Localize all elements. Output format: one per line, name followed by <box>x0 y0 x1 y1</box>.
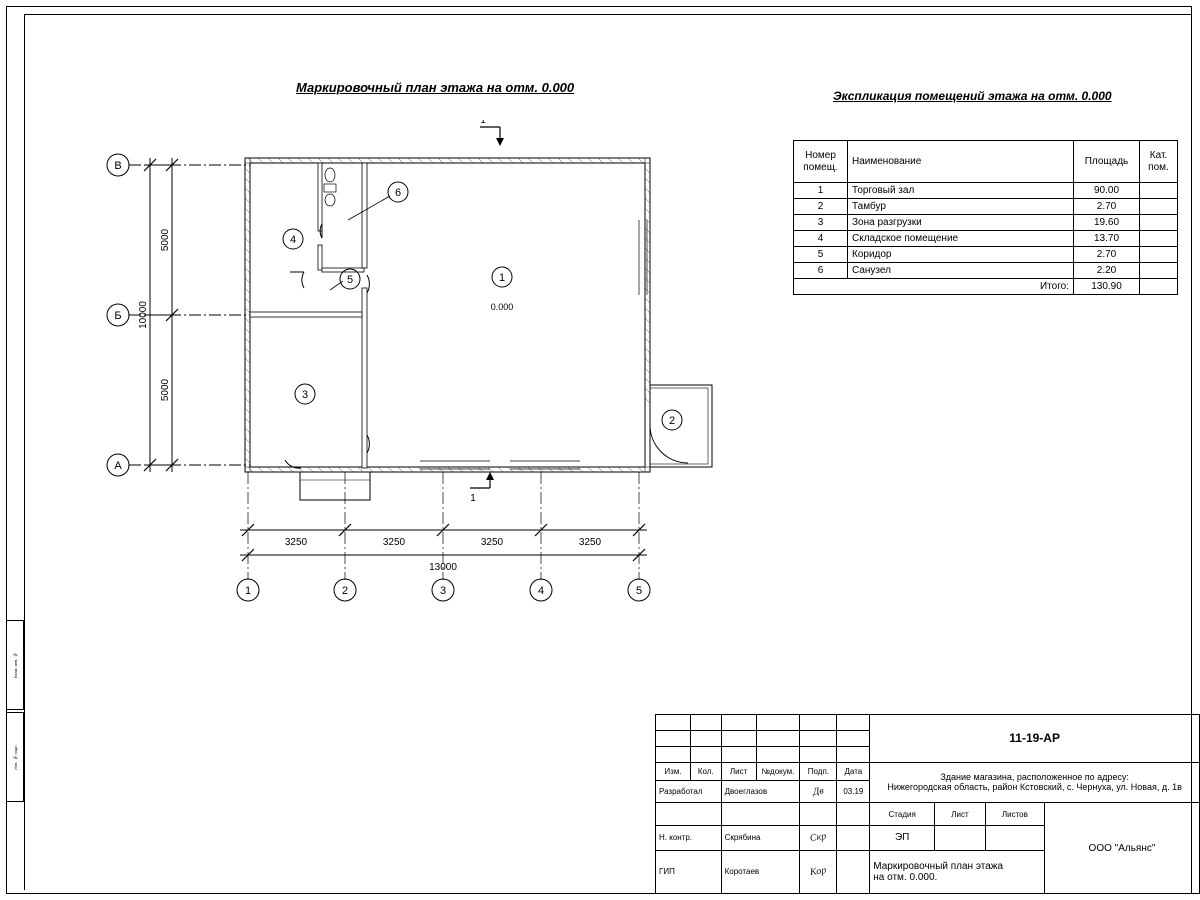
dim-total-horizontal: 13000 <box>429 562 457 573</box>
stamp-blank <box>756 746 800 762</box>
cell-name: Тамбур <box>848 199 1074 215</box>
stamp-blank <box>837 715 870 731</box>
sheets-value <box>985 826 1044 851</box>
role-date-ncontrol <box>837 826 870 851</box>
axis-label-4: 4 <box>537 585 545 597</box>
dim-bay-1: 3250 <box>284 537 308 548</box>
cell-number: 6 <box>794 263 848 279</box>
cell-number: 1 <box>794 183 848 199</box>
dim-bay-2: 3250 <box>382 537 406 548</box>
header-cat-line2: пом. <box>1148 161 1169 173</box>
axis-label-B: Б <box>114 310 122 322</box>
stamp-blank <box>690 730 721 746</box>
stamp-blank <box>656 730 691 746</box>
plan-title: Маркировочный план этажа на отм. 0.000 <box>296 80 575 95</box>
role-date-developer: 03.19 <box>837 780 870 803</box>
cell-number: 5 <box>794 247 848 263</box>
header-number-line2: помещ. <box>803 161 838 173</box>
object-line-2: Нижегородская область, район Кстовский, с. Чернуха, ул. Новая, д. 1в <box>887 782 1182 793</box>
section-mark-top: 1 <box>480 120 486 126</box>
room-marker-1: 1 <box>498 272 506 284</box>
cell-cat <box>1140 263 1178 279</box>
sheet-value <box>935 826 986 851</box>
room-marker-6: 6 <box>394 187 402 199</box>
axis-label-1: 1 <box>244 585 252 597</box>
role-signature-gip <box>800 850 837 893</box>
dim-vert-total: 10000 <box>138 301 149 329</box>
table-row <box>794 215 1178 231</box>
stamp-blank <box>837 730 870 746</box>
drawing-title <box>870 850 1045 893</box>
header-cat <box>1140 141 1178 183</box>
stamp-blank <box>756 730 800 746</box>
signature-glyph: Кор <box>809 865 828 879</box>
table-row <box>794 183 1178 199</box>
table-row <box>794 199 1178 215</box>
drawing-title-line-1: Маркировочный план этажа <box>873 860 1004 872</box>
role-label-ncontrol: Н. контр. <box>656 826 722 851</box>
total-label: Итого: <box>794 279 1074 295</box>
cell-area: 13.70 <box>1074 231 1140 247</box>
role-date-gip <box>837 850 870 893</box>
drawing-title-line-2: на отм. 0.000. <box>873 871 938 883</box>
dim-bay-3: 3250 <box>480 537 504 548</box>
section-mark-bottom: 1 <box>470 493 476 504</box>
signature-glyph: Дв <box>812 785 825 798</box>
room-marker-3: 3 <box>301 389 309 401</box>
table-row <box>794 263 1178 279</box>
header-number-line1: Номер <box>805 150 836 161</box>
dim-bay-4: 3250 <box>578 537 602 548</box>
stamp-col-kol: Кол. <box>690 762 721 780</box>
cell-name: Торговый зал <box>848 183 1074 199</box>
document-code: 11-19-АР <box>870 715 1200 763</box>
stamp-col-podp: Подп. <box>800 762 837 780</box>
cell-number: 4 <box>794 231 848 247</box>
stamp-blank <box>721 730 756 746</box>
table-header-row <box>794 141 1178 183</box>
cell-cat <box>1140 199 1178 215</box>
stamp-col-list: Лист <box>721 762 756 780</box>
left-margin-stamp-upper: Взам. инв. № <box>6 620 24 710</box>
stamp-blank <box>837 746 870 762</box>
axis-label-3: 3 <box>439 585 447 597</box>
cell-cat <box>1140 183 1178 199</box>
cell-name: Зона разгрузки <box>848 215 1074 231</box>
stamp-blank <box>690 715 721 731</box>
table-row <box>794 231 1178 247</box>
stamp-blank <box>721 746 756 762</box>
role-name-developer-2 <box>721 803 800 826</box>
cell-area: 90.00 <box>1074 183 1140 199</box>
stamp-col-ndokum: №докум. <box>756 762 800 780</box>
stage-value: ЭП <box>870 826 935 851</box>
dim-vert-1: 5000 <box>160 228 171 252</box>
table-row <box>794 247 1178 263</box>
role-signature-ncontrol <box>800 826 837 851</box>
stamp-col-data: Дата <box>837 762 870 780</box>
cell-cat <box>1140 247 1178 263</box>
role-name-gip: Коротаев <box>721 850 800 893</box>
stamp-blank <box>690 746 721 762</box>
table-total-row <box>794 279 1178 295</box>
role-label-developer-2 <box>656 803 722 826</box>
header-number <box>794 141 848 183</box>
cell-name: Коридор <box>848 247 1074 263</box>
stamp-blank <box>656 715 691 731</box>
stamp-blank <box>800 730 837 746</box>
stamp-blank <box>800 715 837 731</box>
room-marker-5: 5 <box>346 274 354 286</box>
cell-cat <box>1140 231 1178 247</box>
stage-header: Стадия <box>870 803 935 826</box>
explication-table <box>793 140 1178 295</box>
stamp-blank <box>800 746 837 762</box>
cell-number: 2 <box>794 199 848 215</box>
role-signature-developer-2 <box>800 803 837 826</box>
role-name-developer: Двоеглазов <box>721 780 800 803</box>
axis-label-5: 5 <box>635 585 643 597</box>
cell-area: 2.70 <box>1074 247 1140 263</box>
level-mark: 0.000 <box>490 302 514 312</box>
role-label-gip: ГИП <box>656 850 722 893</box>
room-marker-2: 2 <box>668 415 676 427</box>
company-name: ООО "Альянс" <box>1044 803 1199 894</box>
cell-name: Складское помещение <box>848 231 1074 247</box>
cell-cat <box>1140 215 1178 231</box>
floor-plan <box>90 120 790 620</box>
dim-vert-2: 5000 <box>160 378 171 402</box>
object-line-1: Здание магазина, расположенное по адресу: <box>940 772 1129 783</box>
total-cat <box>1140 279 1178 295</box>
cell-area: 2.70 <box>1074 199 1140 215</box>
header-area: Площадь <box>1074 141 1140 183</box>
cell-area: 19.60 <box>1074 215 1140 231</box>
title-block <box>655 714 1200 894</box>
role-date-developer-2 <box>837 803 870 826</box>
axis-label-A: А <box>114 460 122 472</box>
role-label-developer: Разработал <box>656 780 722 803</box>
stamp-blank <box>721 715 756 731</box>
cell-name: Санузел <box>848 263 1074 279</box>
stamp-blank <box>656 746 691 762</box>
signature-glyph: Скр <box>809 831 828 845</box>
stamp-col-izm: Изм. <box>656 762 691 780</box>
left-margin-stamp-lower: Инв. № подл. <box>6 712 24 802</box>
room-marker-4: 4 <box>289 234 297 246</box>
stamp-blank <box>756 715 800 731</box>
axis-label-2: 2 <box>341 585 349 597</box>
explication-title: Экспликация помещений этажа на отм. 0.000 <box>833 89 1112 103</box>
sheets-header: Листов <box>985 803 1044 826</box>
header-cat-line1: Кат. <box>1149 150 1168 161</box>
total-value: 130.90 <box>1074 279 1140 295</box>
role-name-ncontrol: Скрябина <box>721 826 800 851</box>
cell-number: 3 <box>794 215 848 231</box>
role-signature-developer <box>800 780 837 803</box>
cell-area: 2.20 <box>1074 263 1140 279</box>
header-name: Наименование <box>848 141 1074 183</box>
object-description <box>870 762 1200 803</box>
axis-label-V: В <box>114 160 122 172</box>
sheet-header: Лист <box>935 803 986 826</box>
